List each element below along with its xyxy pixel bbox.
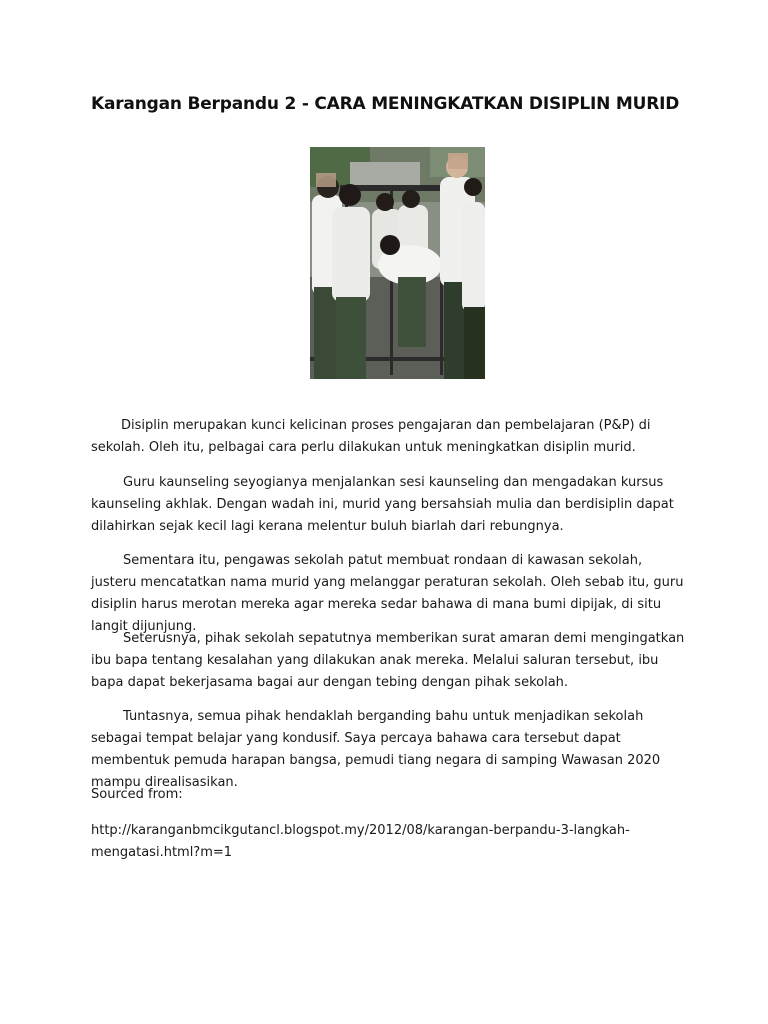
paragraph-3-text: Sementara itu, pengawas sekolah patut membuat rondaan di kawasan sekolah, justeru mencatatkan nama murid yang melanggar peraturan sekolah. Oleh sebab itu, guru disiplin harus merotan mereka agar mereka sedar bahawa di mana bumi dipijak, di situ langit dijunjung. (91, 553, 684, 634)
sourced-label: Sourced from: (91, 787, 183, 802)
paragraph-5 (91, 706, 691, 794)
paragraph-1 (91, 415, 691, 459)
source-link[interactable]: http://karanganbmcikgutancl.blogspot.my/2012/08/karangan-berpandu-3-langkah-mengatasi.html?m=1 (91, 823, 630, 860)
paragraph-3 (91, 550, 691, 638)
paragraph-4 (91, 628, 691, 694)
paragraph-2-text: Guru kaunseling seyogianya menjalankan sesi kaunseling dan mengadakan kursus kaunseling akhlak. Dengan wadah ini, murid yang bersahsiah mulia dan berdisiplin dapat dilahirkan sejak kecil lagi kerana melentur buluh biarlah dari rebungnya. (91, 475, 674, 534)
paragraph-1-text: Disiplin merupakan kunci kelicinan proses pengajaran dan pembelajaran (P&P) di sekolah. Oleh itu, pelbagai cara perlu dilakukan untuk meningkatkan disiplin murid. (91, 418, 651, 455)
paragraph-4-text: Seterusnya, pihak sekolah sepatutnya memberikan surat amaran demi mengingatkan ibu bapa tentang kesalahan yang dilakukan anak mereka. Melalui saluran tersebut, ibu bapa dapat bekerjasama bagai aur dengan tebing dengan pihak sekolah. (91, 631, 685, 690)
paragraph-5-text: Tuntasnya, semua pihak hendaklah berganding bahu untuk menjadikan sekolah sebagai tempat belajar yang kondusif. Saya percaya bahawa cara tersebut dapat membentuk pemuda harapan bangsa, pemudi tiang negara di samping Wawasan 2020 mampu direalisasikan. (91, 709, 661, 790)
page-title: Karangan Berpandu 2 - CARA MENINGKATKAN DISIPLIN MURID (91, 94, 680, 114)
paragraph-2 (91, 472, 691, 538)
students-photo (310, 147, 485, 379)
